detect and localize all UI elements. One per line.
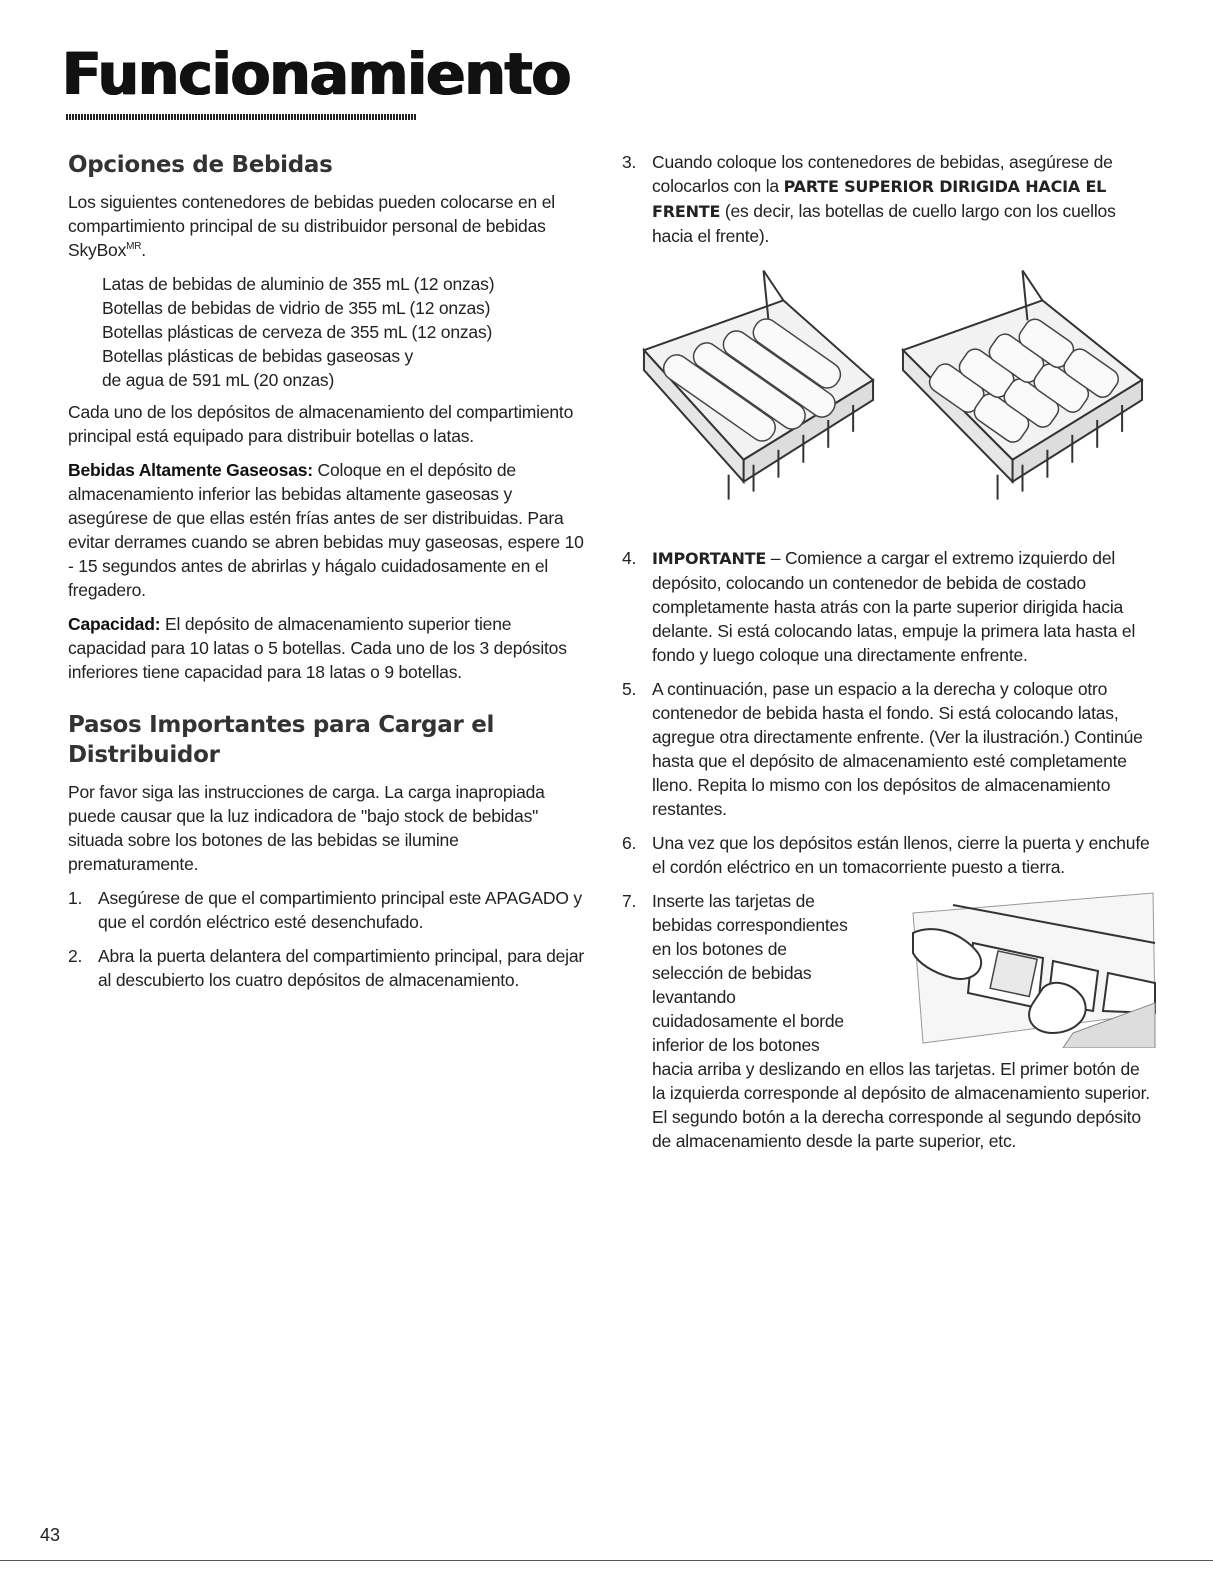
- right-column: [622, 150, 1152, 1163]
- options-heading: Opciones de Bebidas: [68, 152, 333, 178]
- can-tray-illustration: [893, 260, 1152, 530]
- step-line: bebidas correspondientes: [652, 915, 848, 935]
- step-2: [68, 944, 588, 992]
- step-text: (es decir, las botellas de cuello largo con los cuellos hacia el frente).: [652, 201, 1116, 246]
- step-4: [622, 546, 1152, 667]
- bottle-tray-illustration: [634, 260, 883, 530]
- step-line: Inserte las tarjetas de: [652, 891, 815, 911]
- title-underline: [66, 114, 416, 120]
- step-5: [622, 677, 1152, 821]
- left-column: [68, 150, 588, 1002]
- step-number: 7.: [622, 891, 637, 911]
- step-line: en los botones de: [652, 939, 787, 959]
- storage-paragraph: Cada uno de los depósitos de almacenamiento del compartimiento principal está equipado para distribuir botellas o latas.: [68, 402, 574, 446]
- step-number: 1.: [68, 888, 83, 908]
- step-6: [622, 831, 1152, 879]
- step-line: inferior de los botones: [652, 1035, 820, 1055]
- page-number: 43: [40, 1525, 61, 1545]
- step-emphasis: PARTE SUPERIOR DIRIGIDA HACIA EL FRENTE: [652, 177, 1107, 221]
- step-number: 4.: [622, 548, 637, 568]
- options-intro: [68, 190, 588, 262]
- step-line: selección de bebidas: [652, 963, 812, 983]
- step-7: [622, 889, 1152, 1153]
- step-text: Abra la puerta delantera del compartimiento principal, para dejar al descubierto los cuatro depósitos de almacenamiento.: [98, 946, 585, 990]
- trademark: MR: [126, 241, 142, 253]
- carbonated-text: Coloque en el depósito de almacenamiento inferior las bebidas altamente gaseosas y asegúrese de que ellas estén frías antes de ser distribuidas. Para evitar derrames cuando se abren bebidas muy gaseosas, espere 10 - 15 segundos antes de abrirlas y hágalo cuidadosamente en el fregadero.: [68, 460, 584, 600]
- list-item: de agua de 591 mL (20 onzas): [102, 370, 335, 390]
- step-number: 6.: [622, 833, 637, 853]
- capacity-paragraph: [68, 612, 588, 684]
- steps-intro: Por favor siga las instrucciones de carga. La carga inapropiada puede causar que la luz indicadora de "bajo stock de bebidas" situada sobre los botones de las bebidas se ilumine prematuramente.: [68, 782, 545, 874]
- capacity-lead: Capacidad:: [68, 614, 161, 634]
- step-number: 2.: [68, 946, 83, 966]
- carbonated-lead: Bebidas Altamente Gaseosas:: [68, 460, 313, 480]
- step-emphasis: IMPORTANTE: [652, 549, 767, 568]
- step-text: Una vez que los depósitos están llenos, cierre la puerta y enchufe el cordón eléctrico en un tomacorriente puesto a tierra.: [652, 833, 1150, 877]
- list-item: Botellas plásticas de cerveza de 355 mL (12 onzas): [102, 322, 493, 342]
- step-text: hacia arriba y deslizando en ellos las tarjetas. El primer botón de la izquierda corresponde al depósito de almacenamiento superior. El segundo botón a la derecha corresponde al segundo depósito de almacenamiento desde la parte superior, etc.: [652, 1059, 1150, 1151]
- step-line: cuidadosamente el borde: [652, 1011, 844, 1031]
- carbonated-paragraph: [68, 458, 588, 602]
- steps-heading: Pasos Importantes para Cargar el Distribuidor: [68, 712, 495, 768]
- intro-end: .: [141, 240, 146, 260]
- step-line: levantando: [652, 987, 736, 1007]
- step-number: 5.: [622, 679, 637, 699]
- step-3: [622, 150, 1152, 248]
- step-number: 3.: [622, 152, 637, 172]
- step-text: Cuando coloque los contenedores de bebidas, asegúrese de colocarlos con la: [652, 152, 1113, 196]
- step-1: [68, 886, 588, 934]
- intro-text: Los siguientes contenedores de bebidas pueden colocarse en el compartimiento principal de su distribuidor personal de bebidas SkyBox: [68, 192, 555, 260]
- step-text: A continuación, pase un espacio a la derecha y coloque otro contenedor de bebida hasta el fondo. Si está colocando latas, agregue otra directamente enfrente. (Ver la ilustración.) Continúe hasta que el depósito de almacenamiento esté completamente lleno. Repita lo mismo con los depósitos de almacenamiento restantes.: [652, 679, 1143, 819]
- tray-illustrations: [634, 260, 1152, 530]
- step-text: – Comience a cargar el extremo izquierdo del depósito, colocando un contenedor de bebida de costado completamente hasta atrás con la parte superior dirigida hacia delante. Si está colocando latas, empuje la primera lata hasta el fondo y luego coloque una directamente enfrente.: [652, 548, 1136, 665]
- step-text: Asegúrese de que el compartimiento principal este APAGADO y que el cordón eléctrico esté desenchufado.: [98, 888, 582, 932]
- capacity-text: El depósito de almacenamiento superior tiene capacidad para 10 latas o 5 botellas. Cada uno de los 3 depósitos inferiores tiene capacidad para 18 latas o 9 botellas.: [68, 614, 567, 682]
- list-item: Botellas de bebidas de vidrio de 355 mL (12 onzas): [102, 298, 491, 318]
- list-item: Botellas plásticas de bebidas gaseosas y: [102, 346, 414, 366]
- page-title: Funcionamiento: [62, 40, 571, 108]
- container-list: [102, 272, 588, 392]
- list-item: Latas de bebidas de aluminio de 355 mL (12 onzas): [102, 274, 495, 294]
- bottom-rule: [0, 1560, 1213, 1561]
- card-insert-illustration: [893, 883, 1158, 1048]
